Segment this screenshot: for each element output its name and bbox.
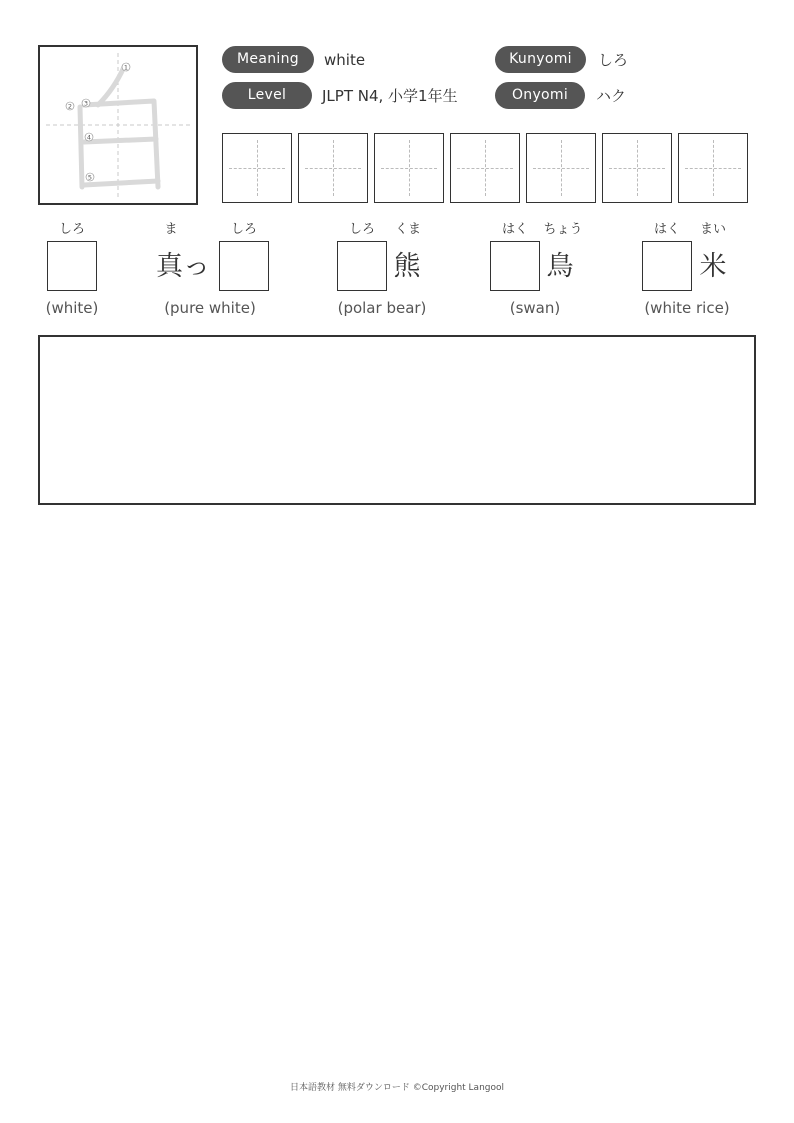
answer-box[interactable] xyxy=(642,241,692,291)
answer-box[interactable] xyxy=(490,241,540,291)
furigana: ちょう xyxy=(543,222,583,237)
answer-box[interactable] xyxy=(337,241,387,291)
practice-box[interactable] xyxy=(222,133,292,203)
vocab-kanji: 鳥 xyxy=(546,251,574,282)
practice-box[interactable] xyxy=(602,133,672,203)
answer-box[interactable] xyxy=(219,241,269,291)
answer-box[interactable] xyxy=(47,241,97,291)
stroke-number: 1 xyxy=(123,63,129,72)
furigana: ま xyxy=(164,222,178,237)
kunyomi-value: しろ xyxy=(598,51,629,69)
vocab-gloss: (swan) xyxy=(509,299,561,317)
practice-box[interactable] xyxy=(450,133,520,203)
vocab-gloss: (white rice) xyxy=(644,299,730,317)
vocab-gloss: (white) xyxy=(45,299,99,317)
stroke-number: 2 xyxy=(67,102,73,111)
vocab-kanji: 熊 xyxy=(393,251,421,282)
vocab-kanji: 米 xyxy=(699,251,727,282)
furigana: はく xyxy=(653,222,680,237)
practice-box[interactable] xyxy=(526,133,596,203)
furigana: くま xyxy=(394,222,421,237)
furigana: しろ xyxy=(58,222,85,237)
onyomi-value: ハク xyxy=(596,87,627,105)
practice-box[interactable] xyxy=(298,133,368,203)
notes-area[interactable] xyxy=(38,335,756,505)
practice-box[interactable] xyxy=(678,133,748,203)
meaning-label: Meaning xyxy=(222,46,314,73)
practice-box[interactable] xyxy=(374,133,444,203)
furigana: はく xyxy=(501,222,528,237)
vocab-gloss: (polar bear) xyxy=(337,299,427,317)
vocab-gloss: (pure white) xyxy=(164,299,256,317)
furigana: しろ xyxy=(348,222,375,237)
stroke-order-diagram xyxy=(38,45,198,205)
footer-copyright: 日本語教材 無料ダウンロード ©Copyright Langool xyxy=(289,1083,505,1093)
furigana: まい xyxy=(699,222,726,237)
level-value: JLPT N4, 小学1年生 xyxy=(322,87,458,105)
furigana: しろ xyxy=(230,222,257,237)
kunyomi-label: Kunyomi xyxy=(495,46,586,73)
level-label: Level xyxy=(222,82,312,109)
stroke-number: 5 xyxy=(87,173,93,182)
stroke-number: 4 xyxy=(86,133,92,142)
stroke-number: 3 xyxy=(83,99,89,108)
onyomi-label: Onyomi xyxy=(495,82,585,109)
meaning-value: white xyxy=(324,51,366,69)
vocab-kana-prefix: 真っ xyxy=(156,251,210,282)
